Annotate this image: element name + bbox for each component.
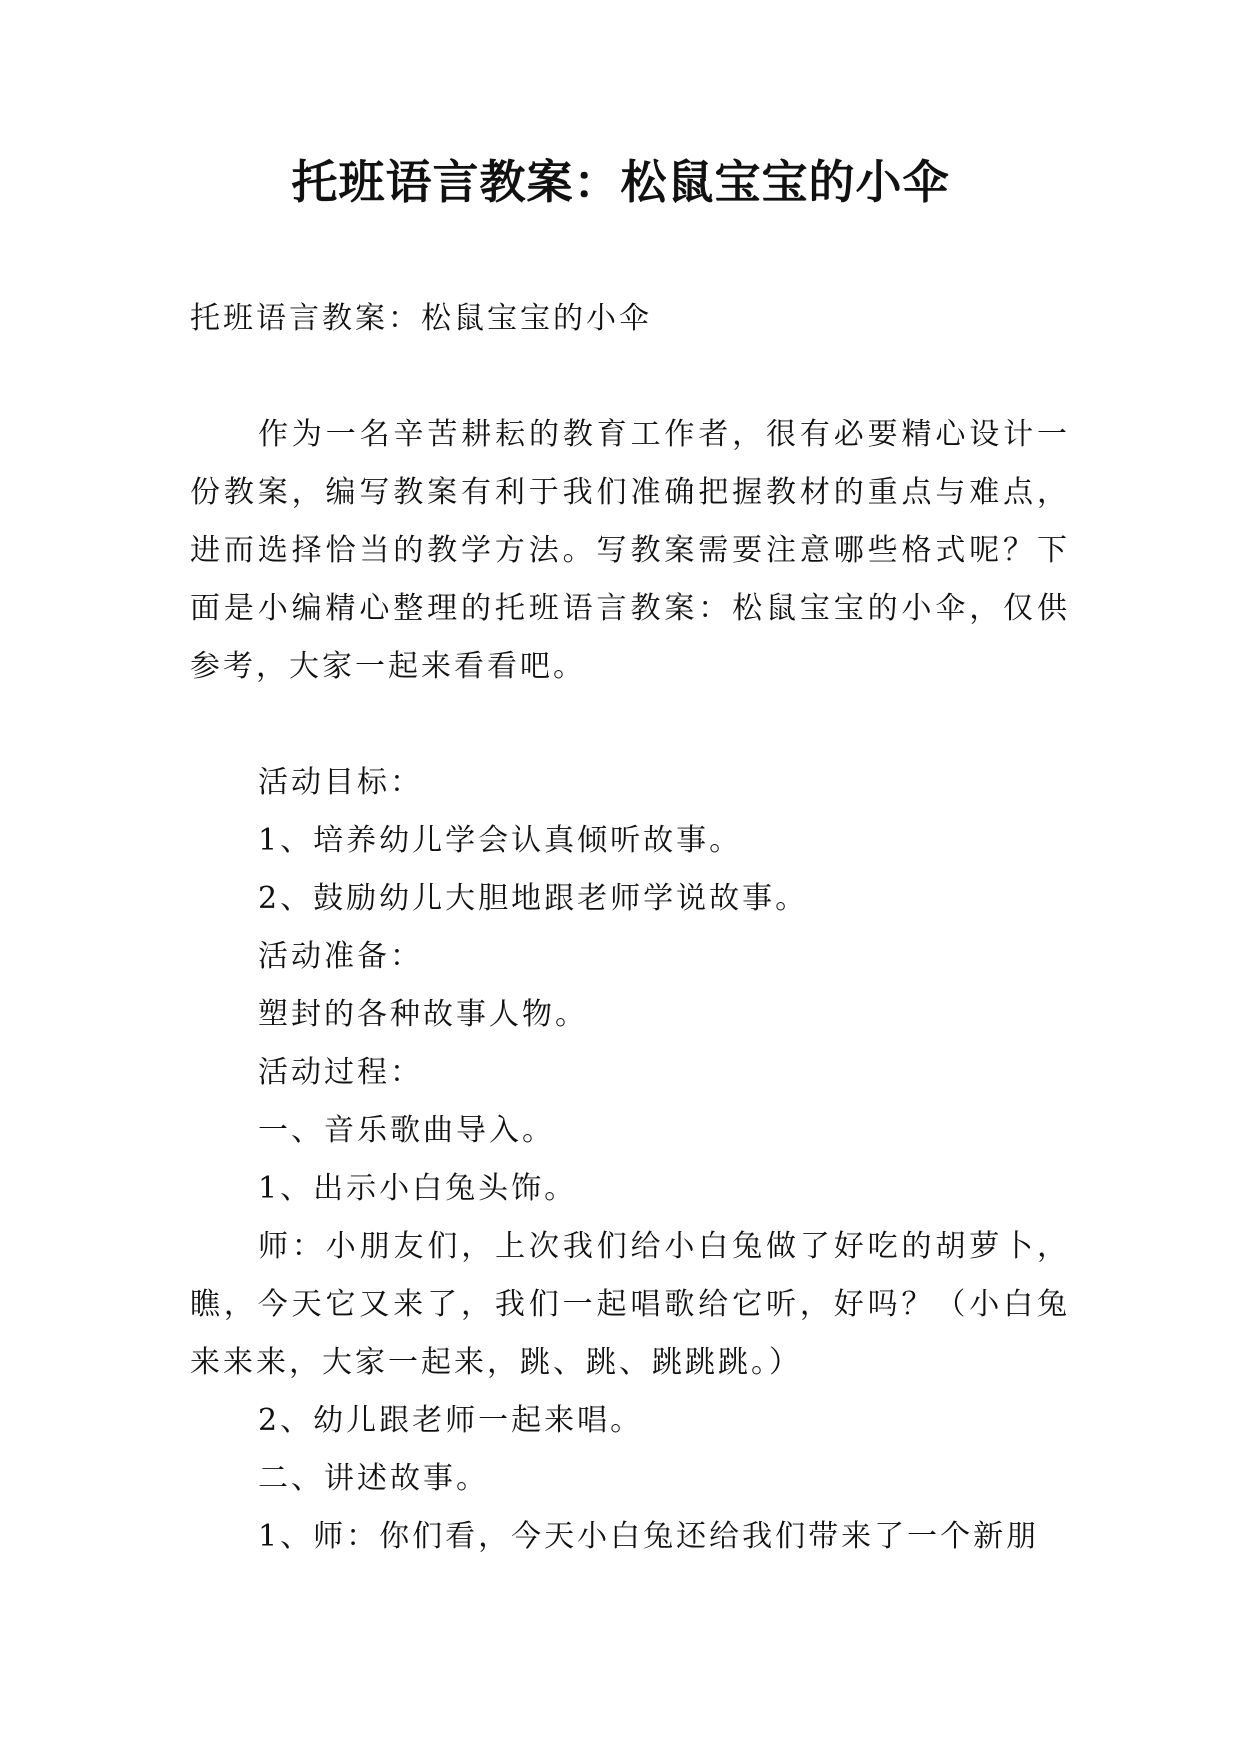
prep-text: 塑封的各种故事人物。 — [258, 997, 588, 1032]
goals-heading: 活动目标： — [258, 765, 423, 800]
intro-paragraph: 作为一名辛苦耕耘的教育工作者，很有必要精心设计一份教案，编写教案有利于我们准确把握教材的重点与难点，进而选择恰当的教学方法。写教案需要注意哪些格式呢？下面是小编精心整理的托班语言教案：松鼠宝宝的小伞，仅供参考，大家一起来看看吧。 — [190, 417, 1070, 684]
step-1: 一、音乐歌曲导入。 — [258, 1113, 555, 1148]
paragraph-gap — [190, 696, 1070, 754]
process-heading: 活动过程： — [258, 1055, 423, 1090]
document-title: 托班语言教案：松鼠宝宝的小伞 — [291, 155, 950, 209]
step-2-1: 1、师：你们看，今天小白兔还给我们带来了一个新朋 — [258, 1519, 1040, 1554]
step-1-2: 2、幼儿跟老师一起来唱。 — [258, 1403, 644, 1438]
goal-item-2: 2、鼓励幼儿大胆地跟老师学说故事。 — [258, 881, 809, 916]
paragraph-gap — [190, 348, 1070, 406]
step-2: 二、讲述故事。 — [258, 1461, 489, 1496]
goal-item-1: 1、培养幼儿学会认真倾听故事。 — [258, 823, 743, 858]
step-1-1: 1、出示小白兔头饰。 — [258, 1171, 578, 1206]
prep-heading: 活动准备： — [258, 939, 423, 974]
teacher-line: 师：小朋友们，上次我们给小白兔做了好吃的胡萝卜，瞧，今天它又来了，我们一起唱歌给它听，好吗？（小白兔来来来，大家一起来，跳、跳、跳跳跳。） — [190, 1229, 1070, 1380]
document-body — [190, 290, 1070, 1566]
document-subtitle: 托班语言教案：松鼠宝宝的小伞 — [190, 301, 652, 336]
